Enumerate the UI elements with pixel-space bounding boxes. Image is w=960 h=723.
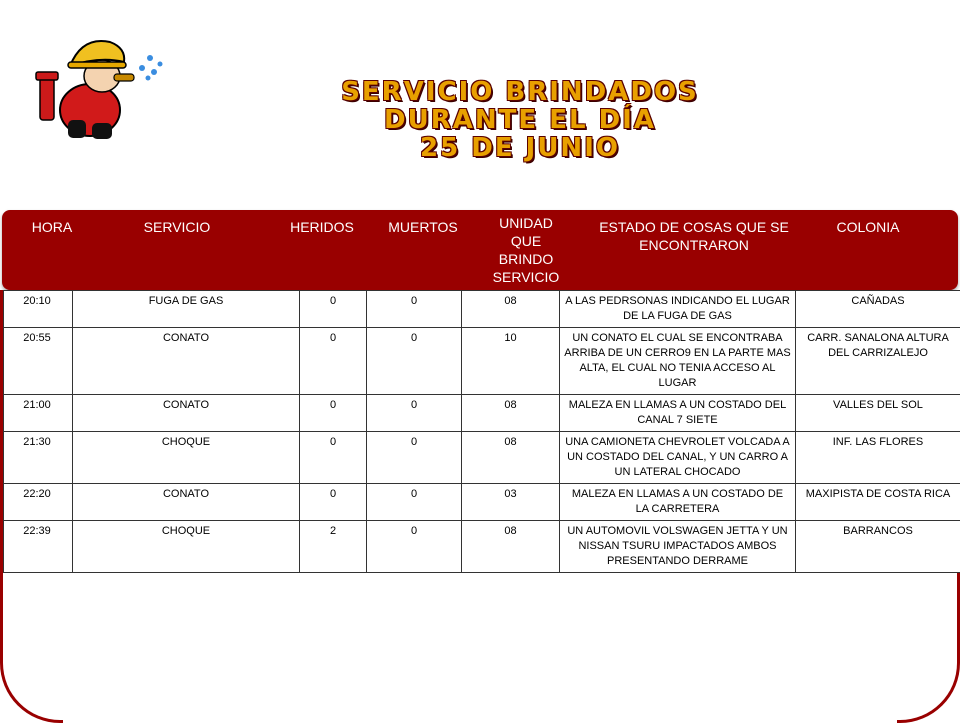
- table-row: [4, 291, 960, 328]
- cell-colonia: INF. LAS FLORES: [796, 432, 960, 484]
- table-row: [4, 432, 960, 484]
- title-line-1: SERVICIO BRINDADOS: [250, 78, 790, 106]
- cell-heridos: 0: [300, 291, 367, 328]
- cell-heridos: 2: [300, 521, 367, 573]
- cell-muertos: 0: [367, 395, 462, 432]
- cell-hora: 22:20: [4, 484, 73, 521]
- cell-colonia: VALLES DEL SOL: [796, 395, 960, 432]
- table-row: [4, 328, 960, 395]
- cell-unidad: 08: [462, 291, 560, 328]
- cell-muertos: 0: [367, 291, 462, 328]
- cell-colonia: CARR. SANALONA ALTURA DEL CARRIZALEJO: [796, 328, 960, 395]
- cell-servicio: FUGA DE GAS: [73, 291, 300, 328]
- header-servicio: SERVICIO: [122, 218, 232, 236]
- cell-heridos: 0: [300, 328, 367, 395]
- header-hora: HORA: [22, 218, 82, 236]
- header-unidad: [478, 214, 574, 286]
- cell-estado: MALEZA EN LLAMAS A UN COSTADO DE LA CARRETERA: [560, 484, 796, 521]
- table-row: [4, 395, 960, 432]
- cell-muertos: 0: [367, 432, 462, 484]
- header-unidad-line4: SERVICIO: [478, 268, 574, 286]
- page-title: [250, 78, 790, 162]
- cell-servicio: CHOQUE: [73, 521, 300, 573]
- cell-unidad: 08: [462, 395, 560, 432]
- cell-unidad: 03: [462, 484, 560, 521]
- cell-servicio: CONATO: [73, 328, 300, 395]
- cell-servicio: CONATO: [73, 395, 300, 432]
- cell-estado: A LAS PEDRSONAS INDICANDO EL LUGAR DE LA FUGA DE GAS: [560, 291, 796, 328]
- header-estado: ESTADO DE COSAS QUE SE ENCONTRARON: [582, 218, 806, 254]
- cell-unidad: 10: [462, 328, 560, 395]
- table-row: [4, 521, 960, 573]
- cell-hora: 21:00: [4, 395, 73, 432]
- cell-estado: UN AUTOMOVIL VOLSWAGEN JETTA Y UN NISSAN TSURU IMPACTADOS AMBOS PRESENTANDO DERRAME: [560, 521, 796, 573]
- header-colonia: COLONIA: [820, 218, 916, 236]
- services-table: [3, 290, 960, 573]
- header-muertos: MUERTOS: [380, 218, 466, 236]
- cell-muertos: 0: [367, 484, 462, 521]
- cell-heridos: 0: [300, 484, 367, 521]
- cell-colonia: MAXIPISTA DE COSTA RICA: [796, 484, 960, 521]
- firefighter-mascot-icon: [30, 28, 170, 148]
- table-header: [2, 210, 958, 290]
- header-heridos: HERIDOS: [282, 218, 362, 236]
- cell-muertos: 0: [367, 328, 462, 395]
- cell-hora: 22:39: [4, 521, 73, 573]
- cell-unidad: 08: [462, 432, 560, 484]
- cell-servicio: CONATO: [73, 484, 300, 521]
- cell-heridos: 0: [300, 395, 367, 432]
- cell-hora: 20:10: [4, 291, 73, 328]
- table-row: [4, 484, 960, 521]
- cell-colonia: CAÑADAS: [796, 291, 960, 328]
- title-line-3: 25 DE JUNIO: [250, 134, 790, 162]
- cell-heridos: 0: [300, 432, 367, 484]
- cell-estado: MALEZA EN LLAMAS A UN COSTADO DEL CANAL 7 SIETE: [560, 395, 796, 432]
- title-line-2: DURANTE EL DÍA: [250, 106, 790, 134]
- cell-hora: 21:30: [4, 432, 73, 484]
- cell-estado: UN CONATO EL CUAL SE ENCONTRABA ARRIBA DE UN CERRO9 EN LA PARTE MAS ALTA, EL CUAL NO TENIA ACCESO AL LUGAR: [560, 328, 796, 395]
- cell-servicio: CHOQUE: [73, 432, 300, 484]
- header-unidad-line2: QUE: [478, 232, 574, 250]
- cell-colonia: BARRANCOS: [796, 521, 960, 573]
- header-unidad-line3: BRINDO: [478, 250, 574, 268]
- cell-estado: UNA CAMIONETA CHEVROLET VOLCADA A UN COSTADO DEL CANAL, Y UN CARRO A UN LATERAL CHOCADO: [560, 432, 796, 484]
- cell-muertos: 0: [367, 521, 462, 573]
- header-unidad-line1: UNIDAD: [478, 214, 574, 232]
- cell-unidad: 08: [462, 521, 560, 573]
- cell-hora: 20:55: [4, 328, 73, 395]
